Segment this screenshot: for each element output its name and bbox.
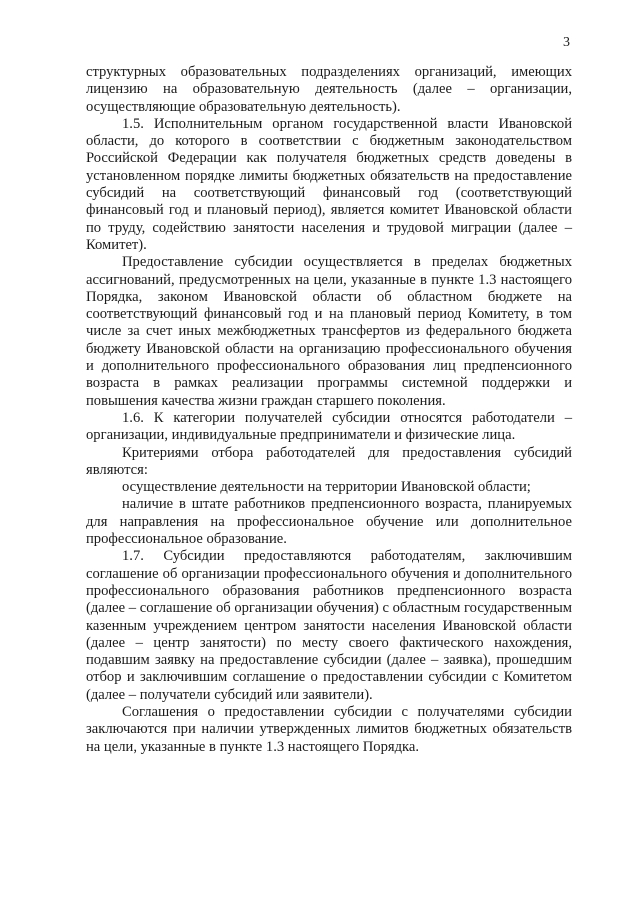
paragraph-agreements: Соглашения о предоставлении субсидии с получателями субсидии заключаются при наличии утвержденных лимитов бюджетных обязательств на цели, указанные в пункте 1.3 настоящего Порядка. (86, 703, 572, 755)
paragraph-criterion-staff: наличие в штате работников предпенсионного возраста, планируемых для направления на профессиональное обучение или дополнительное профессиональное образование. (86, 496, 572, 548)
paragraph-subsidy-provision: Предоставление субсидии осуществляется в пределах бюджетных ассигнований, предусмотренных на цели, указанные в пункте 1.3 настоящего Порядка, законом Ивановской области об областном бюджете на соответствующий финансовый год и на плановый период Комитету, в том числе за счет иных межбюджетных трансфертов из федерального бюджета бюджету Ивановской области на организацию профессионального обучения и дополнительного профессионального образования лиц предпенсионного возраста в рамках реализации программы системной поддержки и повышения качества жизни граждан старшего поколения. (86, 254, 572, 409)
page-number: 3 (563, 35, 570, 50)
paragraph-1-7: 1.7. Субсидии предоставляются работодателям, заключившим соглашение об организации профессионального обучения и дополнительного профессионального образования работников предпенсионного возраста (далее – соглашение об организации обучения) с областным государственным казенным учреждением центром занятости населения Ивановской области (далее – центр занятости) по месту своего фактического нахождения, подавшим заявку на предоставление субсидии (далее – заявка), прошедшим отбор и заключившим соглашение о предоставлении субсидии с Комитетом (далее – получатели субсидий или заявители). (86, 548, 572, 703)
paragraph-criterion-territory: осуществление деятельности на территории Ивановской области; (122, 479, 531, 496)
paragraph-1-6: 1.6. К категории получателей субсидии относятся работодатели – организации, индивидуальные предприниматели и физические лица. (86, 409, 572, 444)
paragraph-1-5: 1.5. Исполнительным органом государственной власти Ивановской области, до которого в соответствии с бюджетным законодательством Российской Федерации как получателя бюджетных средств доведены в установленном порядке лимиты бюджетных обязательств на предоставление субсидий на соответствующий финансовый год (соответствующий финансовый год и плановый период), является комитет Ивановской области по труду, содействию занятости населения и трудовой миграции (далее – Комитет). (86, 115, 572, 253)
paragraph-continuation: структурных образовательных подразделениях организаций, имеющих лицензию на образовательную деятельность (далее – организации, осуществляющие образовательную деятельность). (86, 64, 572, 115)
paragraph-selection-criteria: Критериями отбора работодателей для предоставления субсидий являются: (86, 444, 572, 478)
